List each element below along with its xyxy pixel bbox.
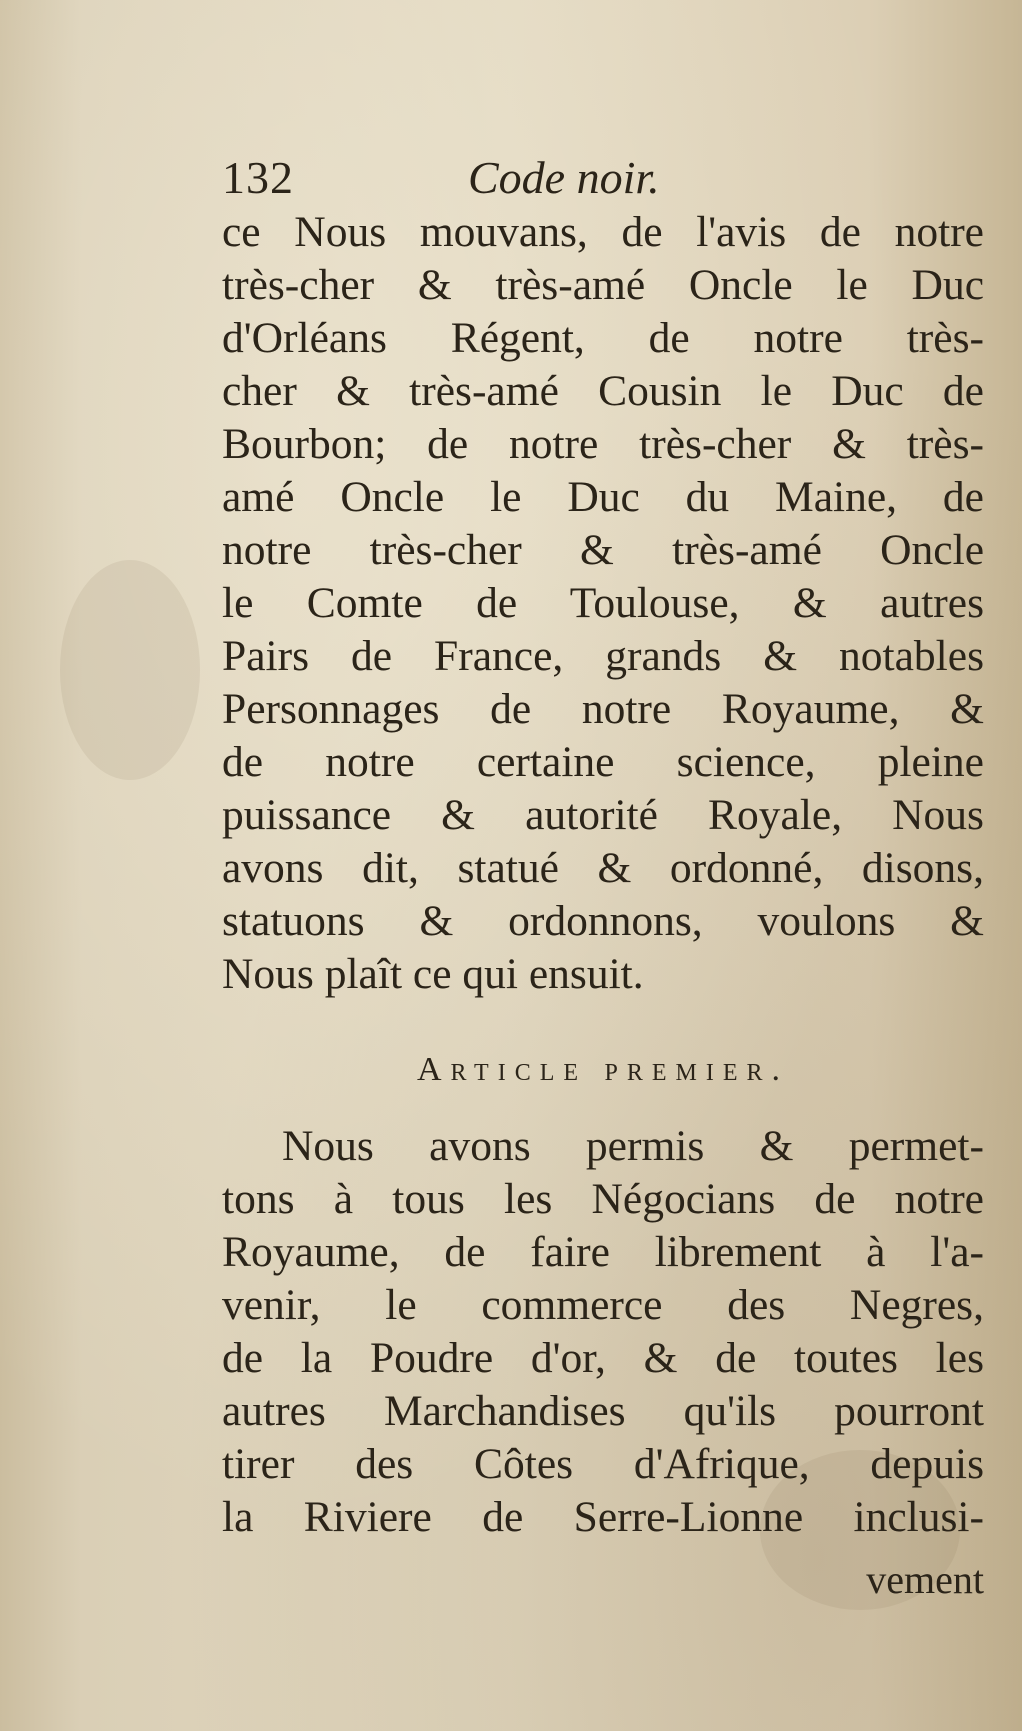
text-line: cher & très-amé Cousin le Duc de [222, 367, 984, 415]
running-title: Code noir. [468, 152, 660, 203]
catchword: vement [866, 1557, 984, 1602]
page-number: 132 [222, 152, 294, 203]
page-header [222, 150, 802, 206]
text-line: tirer des Côtes d'Afrique, depuis [222, 1440, 984, 1488]
text-line: ce Nous mouvans, de l'avis de notre [222, 208, 984, 256]
text-line: statuons & ordonnons, voulons & [222, 897, 984, 945]
text-line: de notre certaine science, pleine [222, 738, 984, 786]
text-line: amé Oncle le Duc du Maine, de [222, 473, 984, 521]
text-line: Royaume, de faire librement à l'a- [222, 1228, 984, 1276]
text-line: le Comte de Toulouse, & autres [222, 579, 984, 627]
text-line: puissance & autorité Royale, Nous [222, 791, 984, 839]
text-line: Bourbon; de notre très-cher & très- [222, 420, 984, 468]
article-heading: Article premier. [416, 1051, 790, 1088]
text-line: avons dit, statué & ordonné, disons, [222, 844, 984, 892]
paper-stain [60, 560, 200, 780]
text-line: notre très-cher & très-amé Oncle [222, 526, 984, 574]
paragraph-article-one [222, 1120, 984, 1544]
text-line: venir, le commerce des Negres, [222, 1281, 984, 1329]
text-line: Nous avons permis & permet- [282, 1122, 984, 1170]
text-line: la Riviere de Serre-Lionne inclusi- [222, 1493, 984, 1541]
text-line: très-cher & très-amé Oncle le Duc [222, 261, 984, 309]
text-line: d'Orléans Régent, de notre très- [222, 314, 984, 362]
text-line: de la Poudre d'or, & de toutes les [222, 1334, 984, 1382]
text-line: Pairs de France, grands & notables [222, 632, 984, 680]
paragraph-decree [222, 206, 984, 1001]
text-line: tons à tous les Négocians de notre [222, 1175, 984, 1223]
text-line: Personnages de notre Royaume, & [222, 685, 984, 733]
text-line: Nous plaît ce qui ensuit. [222, 950, 644, 998]
text-line: autres Marchandises qu'ils pourront [222, 1387, 984, 1435]
